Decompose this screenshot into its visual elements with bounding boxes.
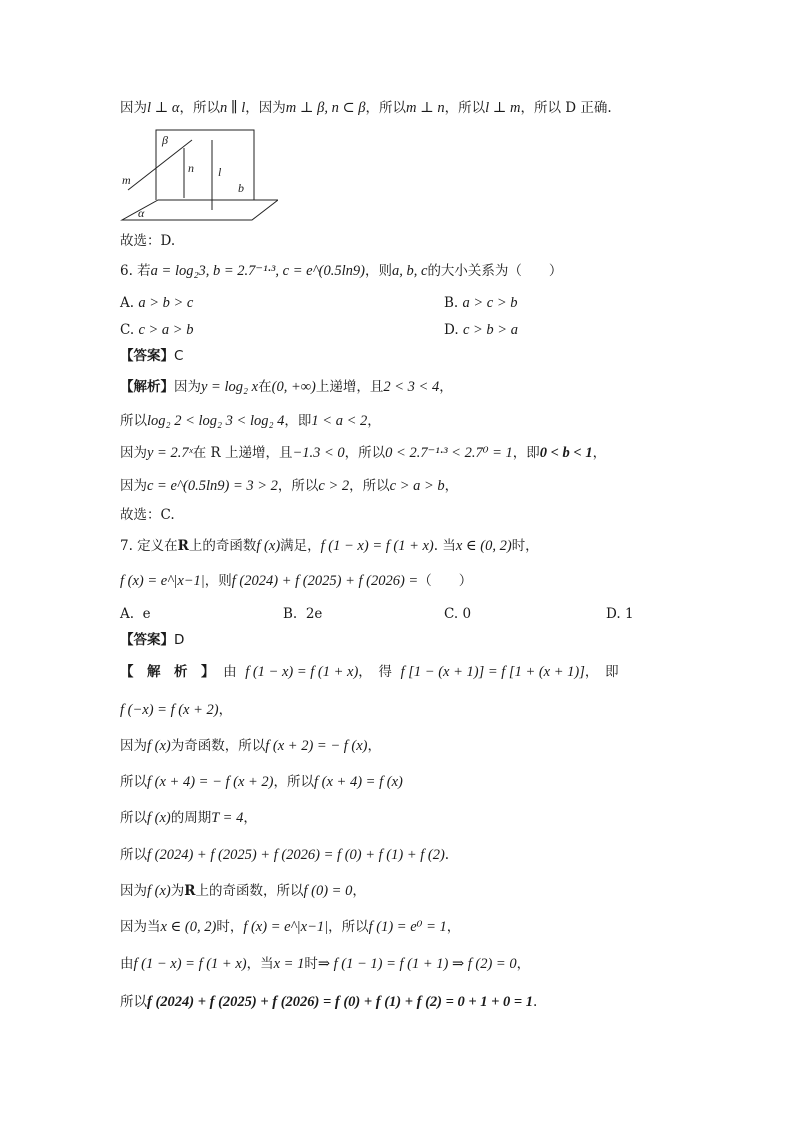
label-b: b xyxy=(238,181,244,195)
text: 因为 xyxy=(120,738,147,754)
math: y = 2.7ˣ xyxy=(147,445,193,461)
math: R xyxy=(177,538,189,554)
text: ，所以 xyxy=(328,919,369,935)
math: n ∥ l xyxy=(220,100,246,116)
math: x ∈ (0, 2) xyxy=(455,538,512,554)
math: f (2024) + f (2025) + f (2026) = f (0) + f (1) + f (2) xyxy=(147,847,445,863)
intro-line xyxy=(120,98,612,118)
math: f (2024) + f (2025) + f (2026) = xyxy=(231,573,419,589)
text: ，所以 xyxy=(273,774,315,790)
math: x ∈ (0, 2) xyxy=(160,919,217,935)
q7-option-a xyxy=(120,604,151,624)
q7-analysis-line-6 xyxy=(120,845,449,865)
math: a, b, c xyxy=(392,263,428,279)
q6-analysis-line-4 xyxy=(120,476,458,496)
text: 7. 定义在 xyxy=(120,538,178,554)
label-alpha: α xyxy=(138,206,145,220)
label-m: m xyxy=(122,173,131,187)
text: 因为 xyxy=(120,883,147,899)
q6-analysis-line-2 xyxy=(120,411,381,431)
text: ，所以 D 正确. xyxy=(520,100,612,116)
option-value: 2e xyxy=(305,606,323,622)
text: ，所以 xyxy=(349,478,390,494)
math: f (x) xyxy=(256,538,281,554)
option-value: 0 xyxy=(462,606,472,622)
q7-option-c xyxy=(444,604,471,624)
option-value: a > b > c xyxy=(138,295,194,311)
q6-option-b xyxy=(444,293,518,313)
math: 2 < 3 < 4 xyxy=(383,379,440,395)
text: ， 即 xyxy=(584,664,619,680)
math: c > a > b xyxy=(389,478,445,494)
math: f (x + 4) = − f (x + 2) xyxy=(147,774,274,790)
q7-analysis-line-1 xyxy=(120,662,619,682)
text: . 当 xyxy=(433,538,456,554)
line-m xyxy=(128,140,192,190)
text: 因为 xyxy=(120,445,147,461)
math: y = log₂ x xyxy=(201,379,259,395)
text: 在 R 上递增，且 xyxy=(192,445,293,461)
text: 时， xyxy=(511,538,539,554)
text: 时， xyxy=(216,919,244,935)
text: ， xyxy=(243,810,257,826)
q6-conclusion: 故选：C. xyxy=(120,507,175,523)
q6-answer xyxy=(120,346,183,366)
text: 为 xyxy=(170,883,185,899)
text: 因为当 xyxy=(120,919,161,935)
q6-option-a xyxy=(120,293,193,313)
text: ，因为 xyxy=(245,100,286,116)
text: ，所以 xyxy=(444,100,486,116)
q6-option-c xyxy=(120,320,193,340)
math: 0 < b < 1 xyxy=(539,445,593,461)
text: ，即 xyxy=(512,445,540,461)
math: c = e^(0.5ln9) = 3 > 2 xyxy=(147,478,278,494)
option-value: 1 xyxy=(624,606,634,622)
q6-option-d xyxy=(444,320,518,340)
text: ，即 xyxy=(284,413,312,429)
math: f (x + 2) = − f (x) xyxy=(265,738,368,754)
label-n: n xyxy=(188,161,194,175)
option-key: B. xyxy=(283,606,298,622)
text: ，所以 xyxy=(344,445,386,461)
text: 因为 xyxy=(174,379,201,395)
math: log₂ 2 < log₂ 3 < log₂ 4 xyxy=(147,413,285,429)
option-value: a > c > b xyxy=(462,295,518,311)
q7-analysis-line-8 xyxy=(120,917,460,937)
text: 满足， xyxy=(280,538,321,554)
answer-value: C xyxy=(174,348,184,364)
math: f (1) = e⁰ = 1 xyxy=(368,919,447,935)
text: ， xyxy=(352,883,366,899)
text: （ ） xyxy=(418,573,473,589)
math: x = 1 xyxy=(273,956,305,972)
math: f (0) = 0 xyxy=(303,883,353,899)
math: 0 < 2.7⁻¹·³ < 2.7⁰ = 1 xyxy=(385,445,513,461)
math: T = 4 xyxy=(211,810,244,826)
text: ，则 xyxy=(365,263,392,279)
plane-alpha-outline xyxy=(122,200,278,220)
text: ， xyxy=(516,956,531,972)
text: ，当 xyxy=(246,956,274,972)
text: ，所以 xyxy=(277,478,319,494)
option-value: c > b > a xyxy=(462,322,518,338)
text: ，则 xyxy=(204,573,232,589)
text: 因为 xyxy=(120,100,147,116)
text: 由 xyxy=(120,956,134,972)
q7-analysis-line-10 xyxy=(120,992,537,1012)
text: 的大小关系为（ ） xyxy=(427,263,563,279)
text: ， 得 xyxy=(358,664,393,680)
option-value: e xyxy=(142,606,151,622)
math: f (x) = e^|x−1| xyxy=(243,919,329,935)
text: 为奇函数，所以 xyxy=(170,738,266,754)
text: 所以 xyxy=(120,810,147,826)
text: 所以 xyxy=(120,847,147,863)
math: (0, +∞) xyxy=(271,379,316,395)
q7-option-d xyxy=(606,604,634,624)
math: −1.3 < 0 xyxy=(292,445,345,461)
option-key: A. xyxy=(120,295,135,311)
answer-label: 【答案】 xyxy=(120,632,174,648)
text: ，所以 xyxy=(365,100,406,116)
math: a = log₂3, b = 2.7⁻¹·³, c = e^(0.5ln9) xyxy=(150,263,365,279)
text: 所以 xyxy=(120,413,147,429)
q7-stem-line-1 xyxy=(120,536,539,556)
q7-analysis-line-7 xyxy=(120,881,366,901)
math: f (1 − x) = f (1 + x) xyxy=(133,956,247,972)
math: f (x) xyxy=(147,883,171,899)
text: ， xyxy=(218,702,233,718)
label-beta: β xyxy=(162,133,168,147)
q7-analysis-line-4 xyxy=(120,772,403,792)
math: f (x) xyxy=(147,738,171,754)
math: f (2024) + f (2025) + f (2026) = f (0) + f (1) + f (2) = 0 + 1 + 0 = 1 xyxy=(147,994,534,1010)
text: 上的奇函数 xyxy=(188,538,257,554)
math: l ⊥ m xyxy=(485,100,521,116)
math: ⇒ f (1 − 1) = f (1 + 1) ⇒ f (2) = 0 xyxy=(317,956,517,972)
q7-analysis-line-3 xyxy=(120,736,381,756)
q7-analysis-line-5 xyxy=(120,808,257,828)
analysis-label: 【 解 析 】 xyxy=(120,664,215,680)
option-key: B. xyxy=(444,295,459,311)
q7-answer xyxy=(120,630,184,650)
math: f (−x) = f (x + 2) xyxy=(120,702,219,718)
text: 时 xyxy=(304,956,318,972)
math: f (x + 4) = f (x) xyxy=(314,774,403,790)
math: l ⊥ α xyxy=(147,100,180,116)
math: f (1 − x) = f (1 + x) xyxy=(245,664,359,680)
text: . xyxy=(444,847,450,863)
math: m ⊥ β, n ⊂ β xyxy=(285,100,366,116)
text: 所以 xyxy=(120,994,147,1010)
q6-analysis-line-1 xyxy=(120,377,453,397)
q5-conclusion: 故选：D. xyxy=(120,233,176,249)
text: 的周期 xyxy=(170,810,212,826)
text: ， xyxy=(367,738,381,754)
q7-analysis-line-2 xyxy=(120,700,232,720)
analysis-label: 【解析】 xyxy=(120,379,174,395)
math: f [1 − (x + 1)] = f [1 + (x + 1)] xyxy=(400,664,585,680)
label-l: l xyxy=(218,165,222,179)
text: ， xyxy=(444,478,459,494)
answer-label: 【答案】 xyxy=(120,348,174,364)
math: c > 2 xyxy=(318,478,350,494)
geometry-figure xyxy=(118,128,278,226)
text: 在 xyxy=(258,379,272,395)
option-key: D. xyxy=(606,606,621,622)
option-key: C. xyxy=(120,322,135,338)
math: f (1 − x) = f (1 + x) xyxy=(320,538,434,554)
math: f (x) = e^|x−1| xyxy=(120,573,205,589)
q7-option-b xyxy=(283,604,322,624)
text: . xyxy=(533,994,538,1010)
math: f (x) xyxy=(147,810,171,826)
option-key: A. xyxy=(120,606,135,622)
option-key: D. xyxy=(444,322,459,338)
math: R xyxy=(184,883,196,899)
q6-stem xyxy=(120,261,562,281)
text: ， xyxy=(446,919,461,935)
q6-analysis-line-3 xyxy=(120,443,606,463)
answer-value: D xyxy=(174,632,185,648)
text: 由 xyxy=(223,664,237,680)
math: 1 < a < 2 xyxy=(311,413,368,429)
text: 所以 xyxy=(120,774,147,790)
text: 6. 若 xyxy=(120,263,151,279)
math: m ⊥ n xyxy=(405,100,445,116)
text: 上递增，且 xyxy=(315,379,384,395)
text: 上的奇函数，所以 xyxy=(195,883,304,899)
text: ， xyxy=(439,379,453,395)
q7-analysis-line-9 xyxy=(120,954,530,974)
option-key: C. xyxy=(444,606,459,622)
text: 因为 xyxy=(120,478,147,494)
q7-stem-line-2 xyxy=(120,571,472,591)
text: ， xyxy=(367,413,381,429)
text: ，所以 xyxy=(179,100,221,116)
text: ， xyxy=(592,445,607,461)
option-value: c > a > b xyxy=(138,322,194,338)
